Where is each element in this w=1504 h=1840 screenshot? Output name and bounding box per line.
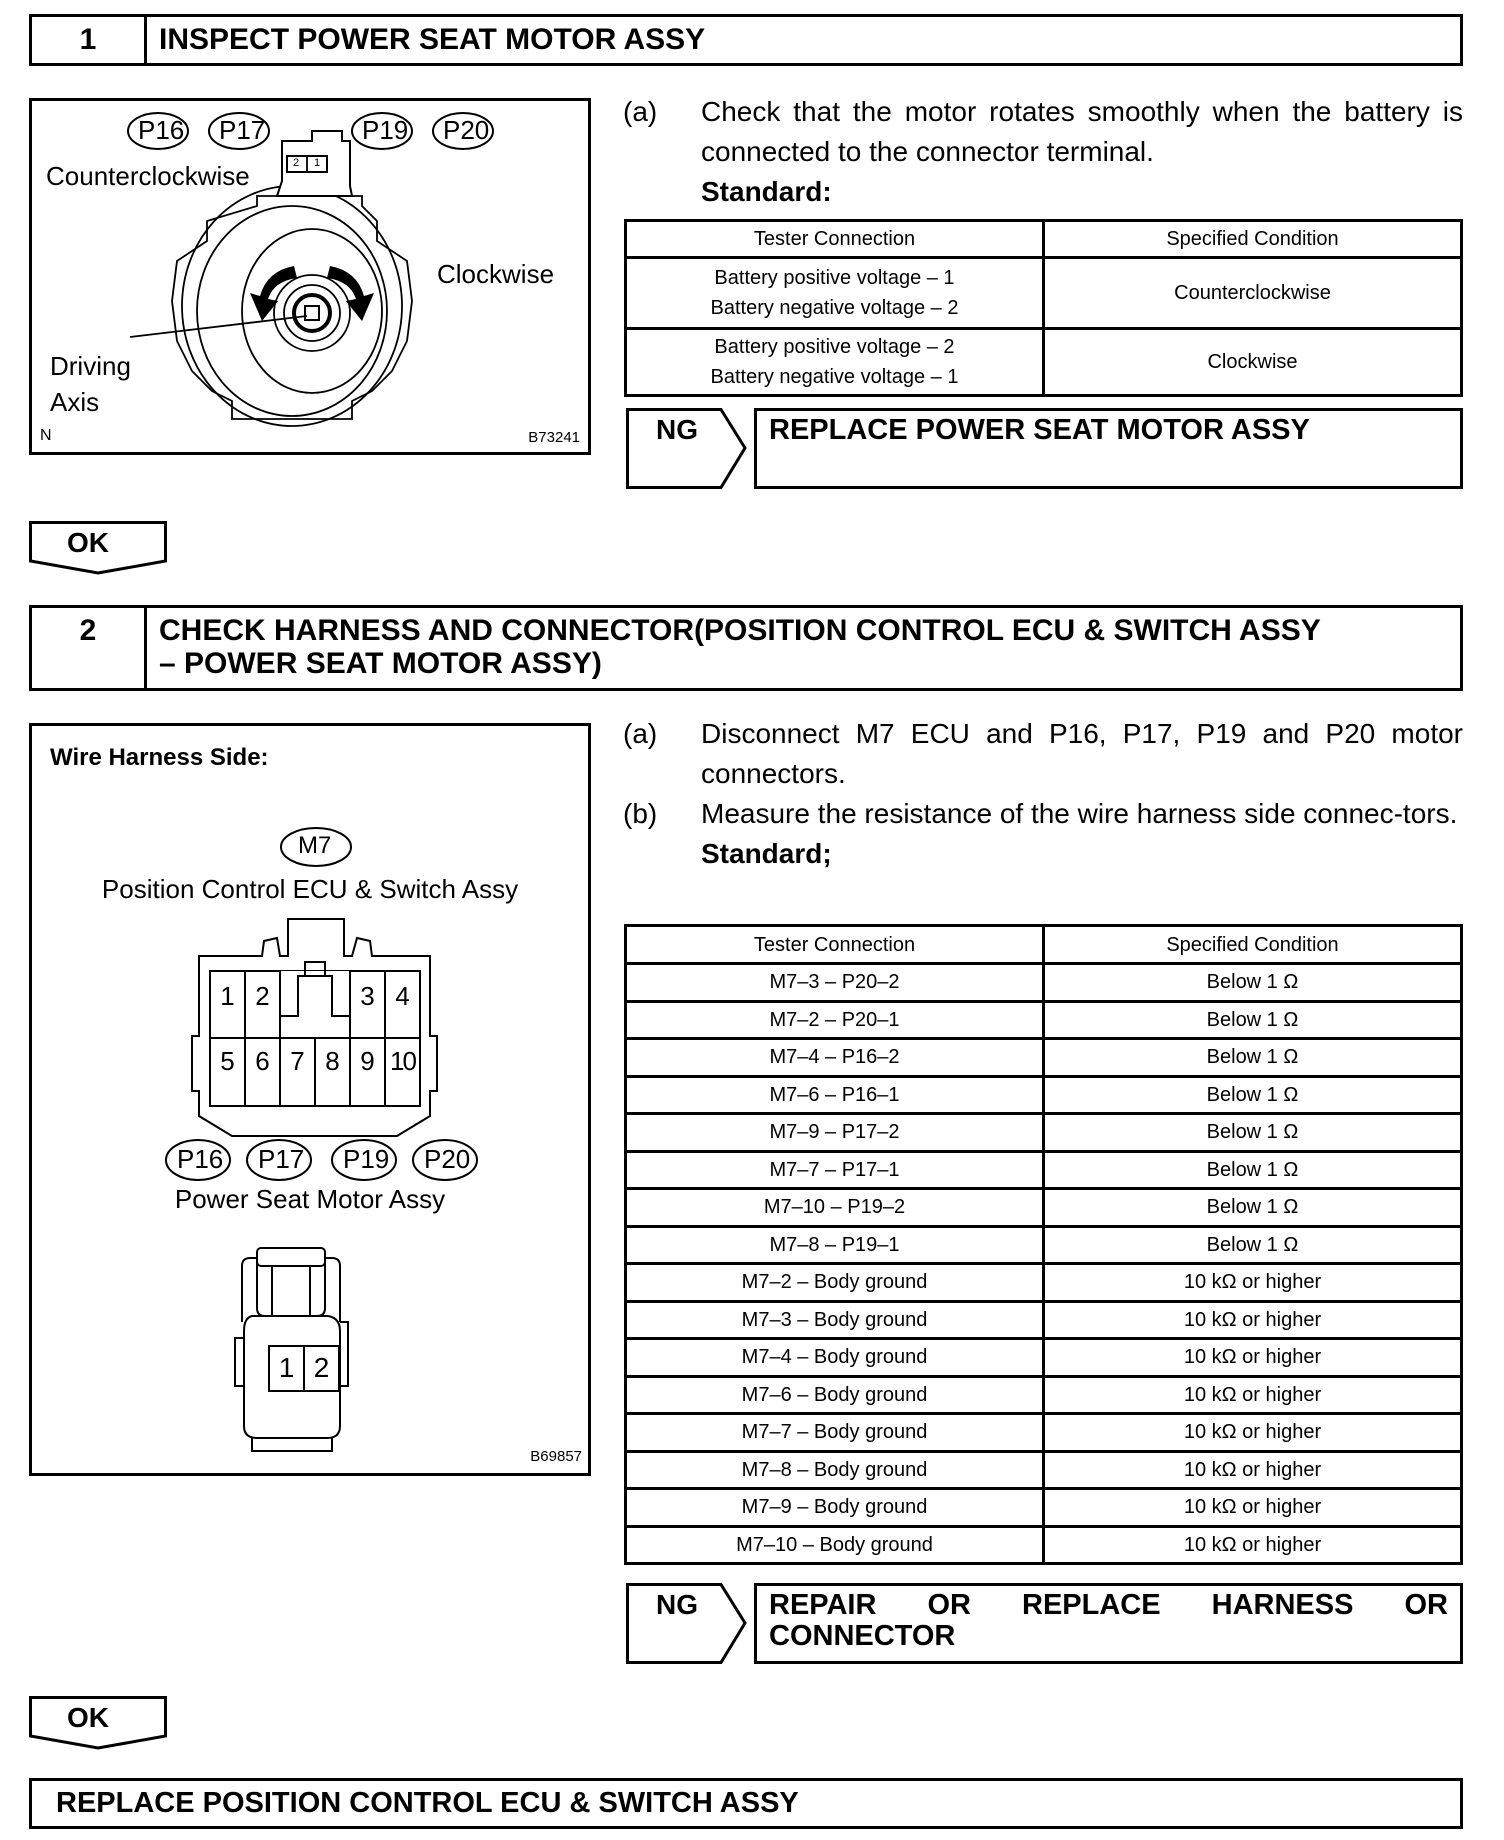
table-row bbox=[626, 1151, 1462, 1189]
label-clockwise: Clockwise bbox=[437, 259, 555, 289]
specified-condition: Clockwise bbox=[1044, 329, 1462, 396]
item-text: Disconnect M7 ECU and P16, P17, P19 and P20 motor connectors. bbox=[701, 718, 1463, 789]
table-row bbox=[626, 1114, 1462, 1152]
motor-pin: 2 bbox=[313, 1352, 330, 1383]
motor-connector-outline bbox=[235, 1248, 348, 1451]
step-number: 1 bbox=[32, 17, 147, 63]
connection-line: Battery positive voltage – 2 bbox=[714, 336, 955, 358]
table-row bbox=[626, 1489, 1462, 1527]
step2-header bbox=[29, 605, 1463, 691]
item-label: (b) bbox=[623, 798, 658, 829]
table-row bbox=[626, 258, 1462, 329]
ecu-connector-outline bbox=[192, 919, 437, 1136]
table-row bbox=[626, 329, 1462, 396]
connector-id-p19: P19 bbox=[343, 1144, 390, 1174]
ecu-name: Position Control ECU & Switch Assy bbox=[101, 874, 519, 904]
figure-code: B73241 bbox=[528, 429, 580, 446]
step1-header bbox=[29, 14, 1463, 66]
tester-connection: M7–8 – Body ground bbox=[626, 1451, 1044, 1489]
step1-spec-table bbox=[624, 219, 1463, 397]
tester-connection: M7–7 – P17–1 bbox=[626, 1151, 1044, 1189]
ecu-pin: 9 bbox=[360, 1046, 375, 1076]
ok-label: OK bbox=[67, 527, 109, 558]
step-title-line: CHECK HARNESS AND CONNECTOR(POSITION CONTROL ECU & SWITCH ASSY bbox=[159, 614, 1321, 647]
step1-ng-branch bbox=[626, 408, 1463, 489]
motor-pin: 1 bbox=[278, 1352, 295, 1383]
ecu-pin: 5 bbox=[220, 1046, 235, 1076]
specified-condition: 10 kΩ or higher bbox=[1044, 1264, 1462, 1302]
tester-connection: M7–2 – Body ground bbox=[626, 1264, 1044, 1302]
harness-diagram bbox=[29, 723, 591, 1476]
connector-id-p20: P20 bbox=[424, 1144, 471, 1174]
specified-condition: Below 1 Ω bbox=[1044, 1076, 1462, 1114]
specified-condition: Below 1 Ω bbox=[1044, 1001, 1462, 1039]
connector-id-p16: P16 bbox=[138, 115, 185, 145]
table-row bbox=[626, 1264, 1462, 1302]
ng-action: REPAIR OR REPLACE HARNESS OR CONNECTOR bbox=[754, 1583, 1463, 1664]
ok-label: OK bbox=[67, 1702, 109, 1733]
label-axis: Axis bbox=[50, 387, 100, 417]
tester-connection: M7–8 – P19–1 bbox=[626, 1226, 1044, 1264]
tester-connection bbox=[626, 258, 1044, 329]
specified-condition: 10 kΩ or higher bbox=[1044, 1451, 1462, 1489]
item-text: Measure the resistance of the wire harness side connec-tors. bbox=[701, 798, 1458, 829]
tester-connection: M7–6 – Body ground bbox=[626, 1376, 1044, 1414]
step2-spec-table bbox=[624, 924, 1463, 1565]
specified-condition: 10 kΩ or higher bbox=[1044, 1376, 1462, 1414]
item-text: Check that the motor rotates smoothly when the battery is connected to the connector terminal. bbox=[701, 96, 1463, 167]
ecu-pin: 10 bbox=[390, 1046, 415, 1076]
item-label: (a) bbox=[623, 96, 658, 127]
table-row bbox=[626, 1076, 1462, 1114]
tester-connection: M7–4 – Body ground bbox=[626, 1339, 1044, 1377]
connector-id-p20: P20 bbox=[443, 115, 490, 145]
specified-condition: Below 1 Ω bbox=[1044, 1039, 1462, 1077]
ecu-pin: 4 bbox=[395, 981, 410, 1011]
step2-instruction-b bbox=[623, 794, 1463, 874]
table-row bbox=[626, 964, 1462, 1002]
terminal-1: 1 bbox=[313, 157, 321, 169]
connector-id-p17: P17 bbox=[219, 115, 266, 145]
header-tester-connection: Tester Connection bbox=[626, 221, 1044, 258]
tester-connection: M7–3 – P20–2 bbox=[626, 964, 1044, 1002]
connector-id-p17: P17 bbox=[258, 1144, 305, 1174]
ng-label: NG bbox=[656, 414, 698, 445]
step-title-line: – POWER SEAT MOTOR ASSY) bbox=[159, 647, 602, 680]
tester-connection bbox=[626, 329, 1044, 396]
ng-tag[interactable] bbox=[626, 408, 748, 489]
connection-line: Battery positive voltage – 1 bbox=[714, 267, 955, 289]
ecu-pin: 1 bbox=[220, 981, 235, 1011]
figure-code: B69857 bbox=[530, 1448, 582, 1465]
step2-ok-tag[interactable] bbox=[29, 1696, 167, 1750]
ecu-pin: 7 bbox=[290, 1046, 305, 1076]
connection-line: Battery negative voltage – 2 bbox=[710, 297, 959, 319]
table-row bbox=[626, 1226, 1462, 1264]
table-row bbox=[626, 1376, 1462, 1414]
step2-instruction-a bbox=[623, 714, 1463, 794]
specified-condition: Below 1 Ω bbox=[1044, 1114, 1462, 1152]
tester-connection: M7–7 – Body ground bbox=[626, 1414, 1044, 1452]
specified-condition: Below 1 Ω bbox=[1044, 964, 1462, 1002]
motor-name: Power Seat Motor Assy bbox=[174, 1184, 446, 1214]
specified-condition: Below 1 Ω bbox=[1044, 1189, 1462, 1227]
ng-action: REPLACE POWER SEAT MOTOR ASSY bbox=[754, 408, 1463, 489]
final-action: REPLACE POSITION CONTROL ECU & SWITCH ASSY bbox=[29, 1778, 1463, 1829]
tester-connection: M7–2 – P20–1 bbox=[626, 1001, 1044, 1039]
tester-connection: M7–6 – P16–1 bbox=[626, 1076, 1044, 1114]
specified-condition: Below 1 Ω bbox=[1044, 1226, 1462, 1264]
tester-connection: M7–9 – Body ground bbox=[626, 1489, 1044, 1527]
tester-connection: M7–10 – P19–2 bbox=[626, 1189, 1044, 1227]
step-title: INSPECT POWER SEAT MOTOR ASSY bbox=[159, 23, 706, 56]
table-header-row bbox=[626, 221, 1462, 258]
specified-condition: 10 kΩ or higher bbox=[1044, 1339, 1462, 1377]
table-row bbox=[626, 1189, 1462, 1227]
ecu-pin: 2 bbox=[255, 981, 270, 1011]
ng-tag[interactable] bbox=[626, 1583, 748, 1664]
label-counterclockwise: Counterclockwise bbox=[46, 161, 250, 191]
terminal-2: 2 bbox=[292, 157, 300, 169]
step1-instruction-a bbox=[623, 92, 1463, 212]
table-row bbox=[626, 1039, 1462, 1077]
tester-connection: M7–3 – Body ground bbox=[626, 1301, 1044, 1339]
specified-condition: Counterclockwise bbox=[1044, 258, 1462, 329]
specified-condition: 10 kΩ or higher bbox=[1044, 1301, 1462, 1339]
table-row bbox=[626, 1414, 1462, 1452]
connector-id-m7: M7 bbox=[298, 832, 332, 859]
tester-connection: M7–4 – P16–2 bbox=[626, 1039, 1044, 1077]
standard-label: Standard: bbox=[701, 176, 832, 207]
step-number: 2 bbox=[32, 608, 147, 688]
step-title bbox=[147, 608, 1460, 688]
header-tester-connection: Tester Connection bbox=[626, 926, 1044, 964]
corner-mark: N bbox=[40, 427, 52, 444]
specified-condition: 10 kΩ or higher bbox=[1044, 1414, 1462, 1452]
connection-line: Battery negative voltage – 1 bbox=[710, 366, 959, 388]
specified-condition: 10 kΩ or higher bbox=[1044, 1489, 1462, 1527]
table-row bbox=[626, 1301, 1462, 1339]
table-row bbox=[626, 1001, 1462, 1039]
item-label: (a) bbox=[623, 718, 658, 749]
specified-condition: Below 1 Ω bbox=[1044, 1151, 1462, 1189]
header-specified-condition: Specified Condition bbox=[1044, 926, 1462, 964]
connector-id-p19: P19 bbox=[362, 115, 409, 145]
specified-condition: 10 kΩ or higher bbox=[1044, 1526, 1462, 1564]
step1-ok-tag[interactable] bbox=[29, 521, 167, 575]
table-header-row bbox=[626, 926, 1462, 964]
motor-diagram bbox=[29, 98, 591, 455]
ecu-pin: 3 bbox=[360, 981, 375, 1011]
ecu-pin: 8 bbox=[325, 1046, 340, 1076]
step2-ng-branch bbox=[626, 1583, 1463, 1664]
tester-connection: M7–9 – P17–2 bbox=[626, 1114, 1044, 1152]
ng-label: NG bbox=[656, 1589, 698, 1620]
header-specified-condition: Specified Condition bbox=[1044, 221, 1462, 258]
connector-id-p16: P16 bbox=[177, 1144, 224, 1174]
label-driving: Driving bbox=[50, 351, 131, 381]
diagram-heading: Wire Harness Side: bbox=[50, 744, 269, 771]
table-row bbox=[626, 1339, 1462, 1377]
tester-connection: M7–10 – Body ground bbox=[626, 1526, 1044, 1564]
standard-label: Standard; bbox=[701, 838, 832, 869]
ecu-pin: 6 bbox=[255, 1046, 270, 1076]
table-row bbox=[626, 1451, 1462, 1489]
table-row bbox=[626, 1526, 1462, 1564]
